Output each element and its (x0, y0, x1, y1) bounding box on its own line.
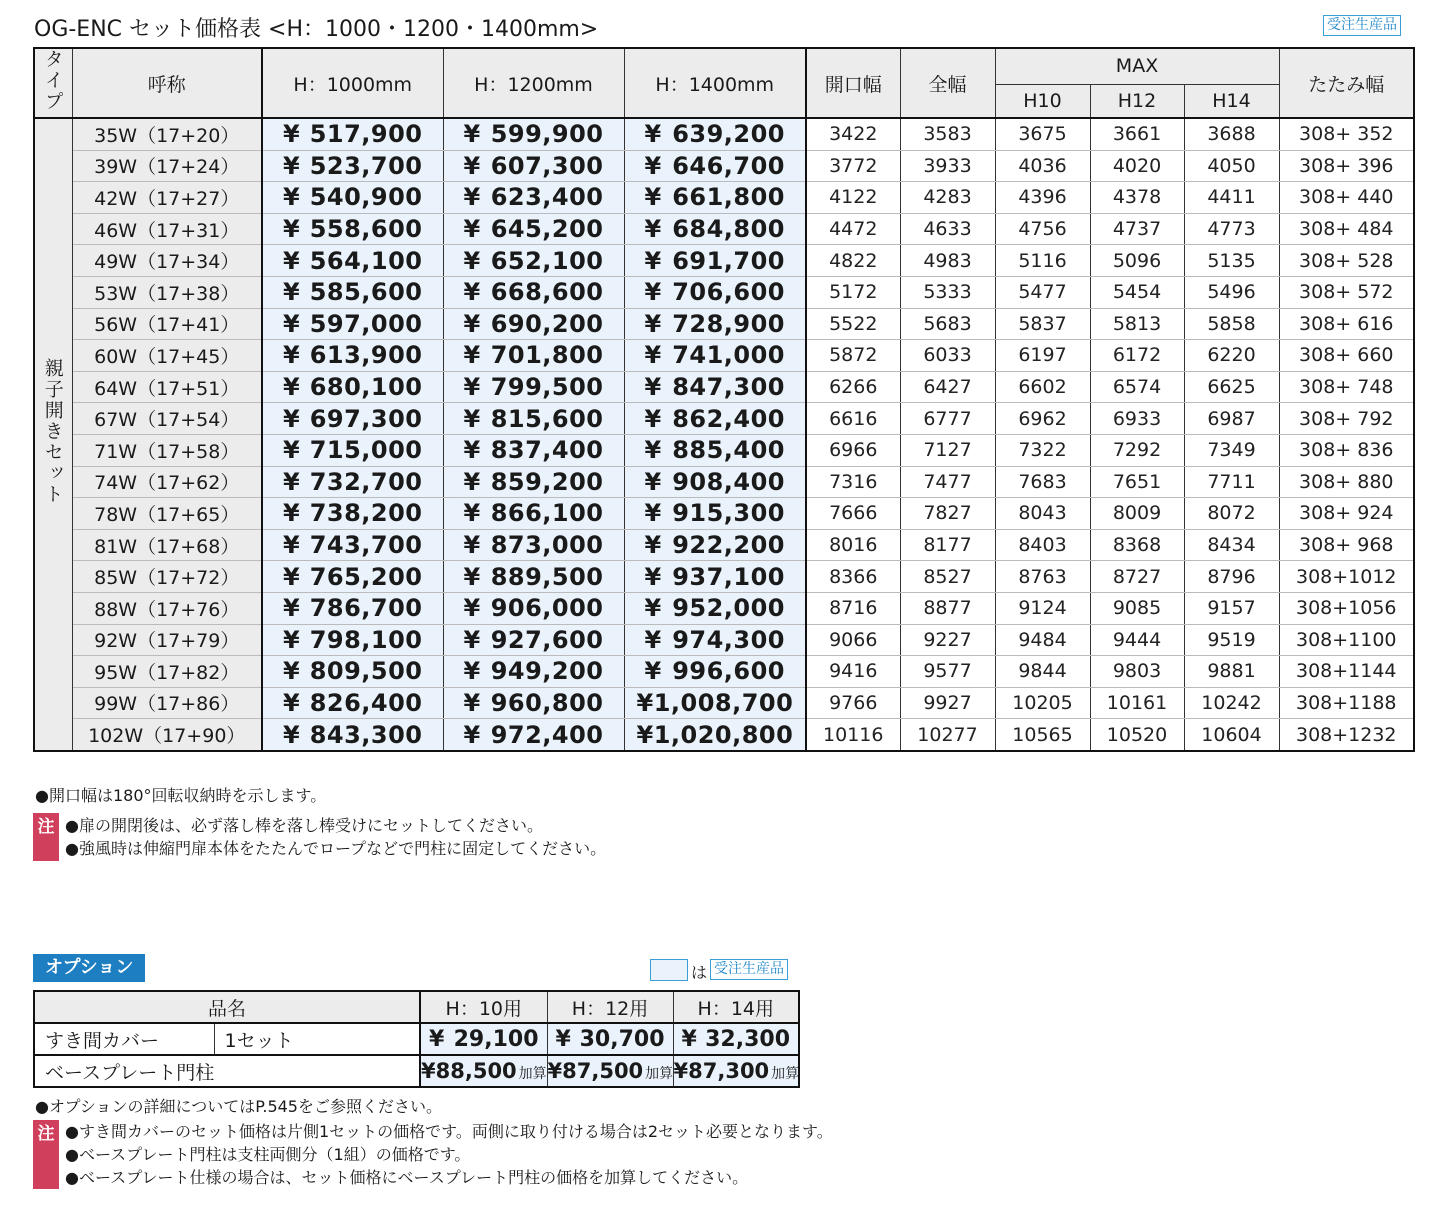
table-row (34, 498, 1414, 530)
row-h10: 8763 (995, 561, 1090, 593)
row-price-p3: ¥ 937,100 (624, 561, 806, 593)
row-h14: 4411 (1184, 182, 1279, 214)
row-open: 6616 (806, 403, 900, 435)
row-h10: 5837 (995, 308, 1090, 340)
row-h12: 4378 (1090, 182, 1184, 214)
row-name: 85W（17+72） (72, 561, 262, 593)
row-full: 8877 (900, 592, 995, 624)
row-h10: 10205 (995, 687, 1090, 719)
row-fold: 308+ 616 (1279, 308, 1414, 340)
header-h1400: H：1400mm (624, 48, 806, 118)
row-fold: 308+1100 (1279, 624, 1414, 656)
row-name: 53W（17+38） (72, 276, 262, 308)
row-price-p3: ¥ 885,400 (624, 434, 806, 466)
table-row (34, 1023, 799, 1055)
row-h12: 4020 (1090, 150, 1184, 182)
row-h14: 6625 (1184, 371, 1279, 403)
table-row (34, 308, 1414, 340)
row-price-p1: ¥ 743,700 (262, 529, 443, 561)
row-fold: 308+ 528 (1279, 245, 1414, 277)
row-h14: 9157 (1184, 592, 1279, 624)
note-baseplate-pair: ●ベースプレート門柱は支柱両側分（1組）の価格です。 (65, 1145, 471, 1164)
header-folded-width: たたみ幅 (1279, 48, 1414, 118)
row-h10: 6197 (995, 340, 1090, 372)
row-h10: 5116 (995, 245, 1090, 277)
row-price-p3: ¥ 952,000 (624, 592, 806, 624)
opt-header-h14: H：14用 (673, 991, 799, 1023)
row-price-p2: ¥ 859,200 (443, 466, 624, 498)
row-h10: 6962 (995, 403, 1090, 435)
row-fold: 308+1188 (1279, 687, 1414, 719)
options-table (33, 990, 800, 1088)
table-row (34, 150, 1414, 182)
row-price-p2: ¥ 815,600 (443, 403, 624, 435)
row-price-p2: ¥ 837,400 (443, 434, 624, 466)
row-price-p3: ¥ 661,800 (624, 182, 806, 214)
row-fold: 308+ 968 (1279, 529, 1414, 561)
row-h10: 9844 (995, 656, 1090, 688)
row-open: 7666 (806, 498, 900, 530)
row-h12: 8368 (1090, 529, 1184, 561)
row-name: 67W（17+54） (72, 403, 262, 435)
row-price-p3: ¥ 741,000 (624, 340, 806, 372)
made-to-order-badge: 受注生産品 (1323, 15, 1401, 36)
row-h14: 5135 (1184, 245, 1279, 277)
row-name: 92W（17+79） (72, 624, 262, 656)
table-row (34, 245, 1414, 277)
row-name: 102W（17+90） (72, 719, 262, 751)
note-drop-rod: ●扉の開閉後は、必ず落し棒を落し棒受けにセットしてください。 (65, 816, 543, 835)
row-price-p3: ¥ 684,800 (624, 213, 806, 245)
row-h14: 10604 (1184, 719, 1279, 751)
row-open: 6266 (806, 371, 900, 403)
row-h10: 5477 (995, 276, 1090, 308)
row-fold: 308+ 572 (1279, 276, 1414, 308)
row-open: 4472 (806, 213, 900, 245)
row-price-p2: ¥ 949,200 (443, 656, 624, 688)
row-h12: 9444 (1090, 624, 1184, 656)
row-price-p1: ¥ 697,300 (262, 403, 443, 435)
row-price-p2: ¥ 960,800 (443, 687, 624, 719)
table-row (34, 213, 1414, 245)
row-price-p1: ¥ 585,600 (262, 276, 443, 308)
type-label: 親子開きセット (34, 118, 72, 751)
row-open: 7316 (806, 466, 900, 498)
row-price-p3: ¥ 706,600 (624, 276, 806, 308)
table-row (34, 182, 1414, 214)
table-row (34, 719, 1414, 751)
row-price-p2: ¥ 873,000 (443, 529, 624, 561)
row-h10: 4396 (995, 182, 1090, 214)
row-h12: 6172 (1090, 340, 1184, 372)
row-price-p1: ¥ 786,700 (262, 592, 443, 624)
table-row (34, 1055, 799, 1087)
row-price-p1: ¥ 738,200 (262, 498, 443, 530)
row-h14: 6987 (1184, 403, 1279, 435)
row-price-p2: ¥ 927,600 (443, 624, 624, 656)
table-row (34, 592, 1414, 624)
table-row (34, 371, 1414, 403)
row-h14: 8434 (1184, 529, 1279, 561)
row-price-p3: ¥ 862,400 (624, 403, 806, 435)
row-price-p3: ¥ 847,300 (624, 371, 806, 403)
row-full: 5683 (900, 308, 995, 340)
row-fold: 308+ 660 (1279, 340, 1414, 372)
row-name: 35W（17+20） (72, 118, 262, 150)
table-row (34, 434, 1414, 466)
row-fold: 308+1232 (1279, 719, 1414, 751)
row-full: 3583 (900, 118, 995, 150)
header-h12: H12 (1090, 84, 1184, 118)
row-h10: 3675 (995, 118, 1090, 150)
row-name: 95W（17+82） (72, 656, 262, 688)
opt-header-h10: H：10用 (420, 991, 547, 1023)
row-price-p1: ¥ 564,100 (262, 245, 443, 277)
row-open: 8016 (806, 529, 900, 561)
page-title: OG-ENC セット価格表 <H：1000・1200・1400mm> (34, 17, 599, 42)
row-price-p1: ¥ 613,900 (262, 340, 443, 372)
row-fold: 308+ 792 (1279, 403, 1414, 435)
row-price-p3: ¥1,020,800 (624, 719, 806, 751)
row-price-p1: ¥ 680,100 (262, 371, 443, 403)
table-row (34, 656, 1414, 688)
options-heading: オプション (33, 954, 145, 982)
legend-swatch (650, 959, 688, 981)
table-row (34, 276, 1414, 308)
row-fold: 308+1012 (1279, 561, 1414, 593)
row-price-p1: ¥ 597,000 (262, 308, 443, 340)
row-name: 39W（17+24） (72, 150, 262, 182)
row-h12: 5096 (1090, 245, 1184, 277)
row-price-p1: ¥ 765,200 (262, 561, 443, 593)
row-price-p2: ¥ 799,500 (443, 371, 624, 403)
row-h12: 8009 (1090, 498, 1184, 530)
row-h14: 7711 (1184, 466, 1279, 498)
row-price-p1: ¥ 809,500 (262, 656, 443, 688)
header-overall-width: 全幅 (900, 48, 995, 118)
row-price-p3: ¥ 646,700 (624, 150, 806, 182)
row-name: 42W（17+27） (72, 182, 262, 214)
row-price-p2: ¥ 701,800 (443, 340, 624, 372)
row-h14: 8072 (1184, 498, 1279, 530)
row-name: 99W（17+86） (72, 687, 262, 719)
header-type: タイプ (34, 48, 72, 118)
table-row (34, 118, 1414, 150)
row-price-p1: ¥ 517,900 (262, 118, 443, 150)
row-full: 9927 (900, 687, 995, 719)
row-open: 6966 (806, 434, 900, 466)
table-row (34, 529, 1414, 561)
row-h12: 8727 (1090, 561, 1184, 593)
row-open: 5172 (806, 276, 900, 308)
row-price-p2: ¥ 889,500 (443, 561, 624, 593)
row-price-p3: ¥ 908,400 (624, 466, 806, 498)
row-h12: 10161 (1090, 687, 1184, 719)
row-price-p3: ¥ 915,300 (624, 498, 806, 530)
row-name: 49W（17+34） (72, 245, 262, 277)
row-name: 71W（17+58） (72, 434, 262, 466)
row-price-p2: ¥ 645,200 (443, 213, 624, 245)
row-price-p2: ¥ 652,100 (443, 245, 624, 277)
row-h14: 8796 (1184, 561, 1279, 593)
row-h12: 9085 (1090, 592, 1184, 624)
row-h10: 7322 (995, 434, 1090, 466)
row-h14: 9519 (1184, 624, 1279, 656)
row-price-p3: ¥1,008,700 (624, 687, 806, 719)
row-h12: 7651 (1090, 466, 1184, 498)
note-gap-cover: ●すき間カバーのセット価格は片側1セットの価格です。両側に取り付ける場合は2セット必要となります。 (65, 1122, 833, 1141)
opt-gap-cover-h10: ¥ 29,100 (420, 1023, 547, 1055)
row-price-p1: ¥ 523,700 (262, 150, 443, 182)
row-name: 46W（17+31） (72, 213, 262, 245)
opt-baseplate-h14: ¥87,300 加算 (673, 1055, 799, 1087)
row-h12: 3661 (1090, 118, 1184, 150)
price-table (33, 47, 1415, 752)
row-name: 78W（17+65） (72, 498, 262, 530)
row-h14: 10242 (1184, 687, 1279, 719)
row-open: 9066 (806, 624, 900, 656)
table-row (34, 687, 1414, 719)
table-row (34, 340, 1414, 372)
row-fold: 308+ 352 (1279, 118, 1414, 150)
row-full: 9227 (900, 624, 995, 656)
row-full: 7827 (900, 498, 995, 530)
row-open: 9416 (806, 656, 900, 688)
row-h12: 6933 (1090, 403, 1184, 435)
row-fold: 308+ 836 (1279, 434, 1414, 466)
row-h10: 7683 (995, 466, 1090, 498)
row-price-p1: ¥ 798,100 (262, 624, 443, 656)
row-price-p2: ¥ 607,300 (443, 150, 624, 182)
row-name: 88W（17+76） (72, 592, 262, 624)
row-open: 10116 (806, 719, 900, 751)
opt-gap-cover-unit: 1セット (214, 1023, 420, 1055)
row-fold: 308+ 484 (1279, 213, 1414, 245)
row-h12: 7292 (1090, 434, 1184, 466)
row-price-p2: ¥ 623,400 (443, 182, 624, 214)
row-h14: 5496 (1184, 276, 1279, 308)
row-full: 5333 (900, 276, 995, 308)
row-h10: 10565 (995, 719, 1090, 751)
note-baseplate-add: ●ベースプレート仕様の場合は、セット価格にベースプレート門柱の価格を加算してください。 (65, 1168, 749, 1187)
row-name: 56W（17+41） (72, 308, 262, 340)
opt-gap-cover-name: すき間カバー (34, 1023, 214, 1055)
row-full: 7477 (900, 466, 995, 498)
legend-made-to-order-badge: 受注生産品 (710, 959, 788, 980)
row-h14: 5858 (1184, 308, 1279, 340)
row-h14: 4773 (1184, 213, 1279, 245)
header-h1000: H：1000mm (262, 48, 443, 118)
row-full: 8177 (900, 529, 995, 561)
row-h10: 6602 (995, 371, 1090, 403)
header-opening-width: 開口幅 (806, 48, 900, 118)
opt-baseplate-name: ベースプレート門柱 (34, 1055, 420, 1087)
row-full: 7127 (900, 434, 995, 466)
row-fold: 308+ 748 (1279, 371, 1414, 403)
table-row (34, 624, 1414, 656)
row-fold: 308+ 440 (1279, 182, 1414, 214)
row-h12: 6574 (1090, 371, 1184, 403)
row-h14: 4050 (1184, 150, 1279, 182)
opt-header-name: 品名 (34, 991, 420, 1023)
row-name: 64W（17+51） (72, 371, 262, 403)
note-option-details: ●オプションの詳細についてはP.545をご参照ください。 (35, 1097, 442, 1116)
row-price-p2: ¥ 599,900 (443, 118, 624, 150)
row-full: 4283 (900, 182, 995, 214)
row-name: 74W（17+62） (72, 466, 262, 498)
row-price-p1: ¥ 558,600 (262, 213, 443, 245)
row-full: 6427 (900, 371, 995, 403)
row-h12: 9803 (1090, 656, 1184, 688)
opt-baseplate-h10: ¥88,500 加算 (420, 1055, 547, 1087)
row-price-p3: ¥ 974,300 (624, 624, 806, 656)
row-fold: 308+ 880 (1279, 466, 1414, 498)
row-price-p1: ¥ 826,400 (262, 687, 443, 719)
row-open: 3772 (806, 150, 900, 182)
row-price-p2: ¥ 690,200 (443, 308, 624, 340)
row-price-p3: ¥ 922,200 (624, 529, 806, 561)
row-h10: 9124 (995, 592, 1090, 624)
option-caution-label: 注 (33, 1120, 59, 1189)
row-open: 8366 (806, 561, 900, 593)
row-fold: 308+ 924 (1279, 498, 1414, 530)
row-price-p1: ¥ 715,000 (262, 434, 443, 466)
row-h10: 8043 (995, 498, 1090, 530)
row-h14: 9881 (1184, 656, 1279, 688)
note-strong-wind: ●強風時は伸縮門扉本体をたたんでロープなどで門柱に固定してください。 (65, 839, 607, 858)
row-price-p3: ¥ 691,700 (624, 245, 806, 277)
row-price-p3: ¥ 728,900 (624, 308, 806, 340)
row-price-p2: ¥ 866,100 (443, 498, 624, 530)
row-full: 4633 (900, 213, 995, 245)
row-fold: 308+1144 (1279, 656, 1414, 688)
row-full: 8527 (900, 561, 995, 593)
row-h10: 8403 (995, 529, 1090, 561)
row-price-p2: ¥ 972,400 (443, 719, 624, 751)
header-h14: H14 (1184, 84, 1279, 118)
row-full: 6033 (900, 340, 995, 372)
row-open: 5872 (806, 340, 900, 372)
row-price-p1: ¥ 732,700 (262, 466, 443, 498)
row-price-p1: ¥ 843,300 (262, 719, 443, 751)
row-h10: 4756 (995, 213, 1090, 245)
row-full: 4983 (900, 245, 995, 277)
row-open: 3422 (806, 118, 900, 150)
row-h14: 6220 (1184, 340, 1279, 372)
row-h14: 3688 (1184, 118, 1279, 150)
row-open: 5522 (806, 308, 900, 340)
header-h1200: H：1200mm (443, 48, 624, 118)
row-price-p2: ¥ 906,000 (443, 592, 624, 624)
opt-baseplate-h12: ¥87,500 加算 (547, 1055, 673, 1087)
row-open: 9766 (806, 687, 900, 719)
row-h12: 5454 (1090, 276, 1184, 308)
header-h10: H10 (995, 84, 1090, 118)
row-h12: 4737 (1090, 213, 1184, 245)
row-open: 8716 (806, 592, 900, 624)
row-price-p2: ¥ 668,600 (443, 276, 624, 308)
table-row (34, 466, 1414, 498)
row-open: 4822 (806, 245, 900, 277)
caution-label: 注 (33, 813, 59, 861)
row-name: 81W（17+68） (72, 529, 262, 561)
table-row (34, 561, 1414, 593)
header-max: MAX (995, 48, 1279, 84)
table-row (34, 403, 1414, 435)
row-open: 4122 (806, 182, 900, 214)
row-fold: 308+ 396 (1279, 150, 1414, 182)
row-full: 3933 (900, 150, 995, 182)
row-h14: 7349 (1184, 434, 1279, 466)
row-h12: 5813 (1090, 308, 1184, 340)
row-h10: 4036 (995, 150, 1090, 182)
row-h10: 9484 (995, 624, 1090, 656)
opt-gap-cover-h12: ¥ 30,700 (547, 1023, 673, 1055)
header-name: 呼称 (72, 48, 262, 118)
row-price-p1: ¥ 540,900 (262, 182, 443, 214)
opt-header-h12: H：12用 (547, 991, 673, 1023)
row-full: 10277 (900, 719, 995, 751)
note-opening-width: ●開口幅は180°回転収納時を示します。 (35, 786, 327, 805)
row-full: 6777 (900, 403, 995, 435)
row-price-p3: ¥ 639,200 (624, 118, 806, 150)
row-fold: 308+1056 (1279, 592, 1414, 624)
row-name: 60W（17+45） (72, 340, 262, 372)
row-full: 9577 (900, 656, 995, 688)
legend-text: は (691, 963, 708, 982)
opt-gap-cover-h14: ¥ 32,300 (673, 1023, 799, 1055)
row-h12: 10520 (1090, 719, 1184, 751)
row-price-p3: ¥ 996,600 (624, 656, 806, 688)
